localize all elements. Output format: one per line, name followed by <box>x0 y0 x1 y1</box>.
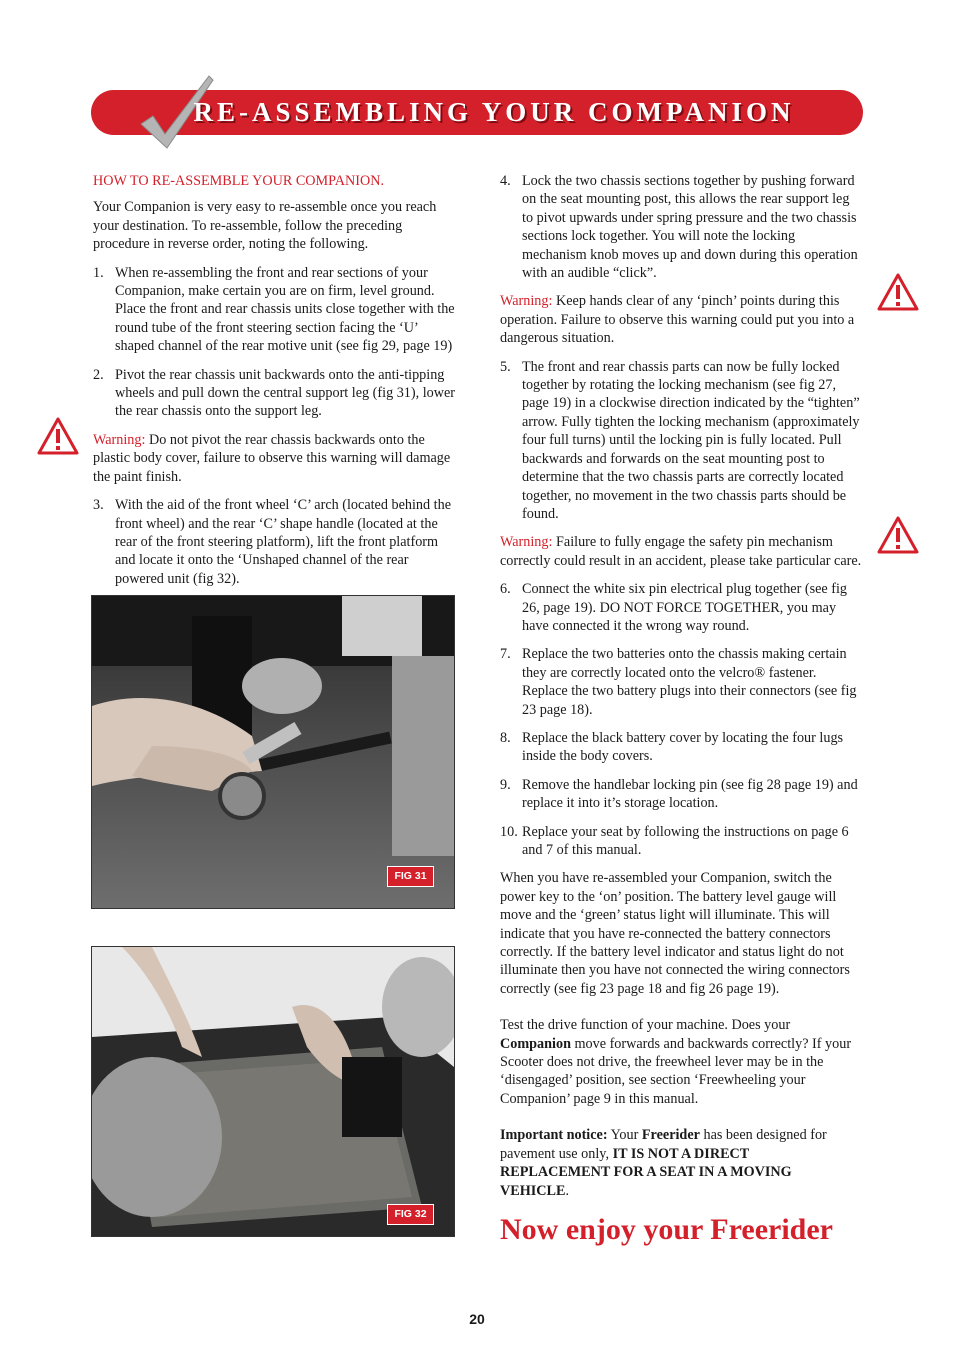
step-number: 3. <box>93 497 104 514</box>
step-number: 10. <box>500 823 518 840</box>
step-text: Replace the two batteries onto the chassis making certain they are correctly located onto the velcro® fastener. Replace the two battery plugs into their connectors (see fig 23 page 18). <box>522 646 857 718</box>
step-6 <box>500 580 862 635</box>
right-column <box>500 172 862 1210</box>
page-number: 20 <box>469 1311 485 1327</box>
photo-fig-31-image <box>92 596 454 908</box>
step-text: The front and rear chassis parts can now be fully locked together by rotating the locking mechanism (see fig 27, page 19) in a clockwise direction indicated by the “tighten” arrow. Fully tighten the locking mechanism (approximately four full turns) until the locking pin is fully located. Pull backwards and forwards on the seat mounting post to determine that the two chassis parts are correctly located together, no movement in the two chassis parts should be found. <box>522 358 860 522</box>
step-2 <box>93 366 455 421</box>
photo-fig-32 <box>91 946 455 1237</box>
warning-triangle-icon <box>876 272 920 312</box>
text-run: has been designed for pavement use only, <box>500 1127 827 1162</box>
step-text: Lock the two chassis sections together by pushing forward on the seat mounting post, this allows the rear support leg to pivot upwards under spring pressure and the two chassis sections lock together. You will note the locking mechanism knob moves up and down during this operation with an audible “click”. <box>522 173 858 282</box>
step-number: 9. <box>500 776 511 793</box>
step-number: 7. <box>500 646 511 663</box>
page-title: RE-ASSEMBLING YOUR COMPANION <box>193 97 795 127</box>
notice-label: Important notice: <box>500 1127 608 1144</box>
text-run-bold: Freerider <box>641 1127 700 1144</box>
test-drive-paragraph <box>500 1016 862 1108</box>
step-number: 2. <box>93 366 104 383</box>
step-10 <box>500 823 862 860</box>
left-column <box>93 172 455 598</box>
warning-1 <box>93 431 455 486</box>
step-number: 8. <box>500 729 511 746</box>
warning-label: Warning: <box>500 534 553 551</box>
text-run: Test the drive function of your machine. Does your <box>500 1017 791 1034</box>
step-8 <box>500 729 862 766</box>
closing-heading: Now enjoy your Freerider <box>500 1213 833 1246</box>
warning-3 <box>500 533 862 570</box>
step-number: 1. <box>93 264 104 281</box>
step-4 <box>500 172 862 282</box>
warning-triangle-icon <box>36 416 80 456</box>
step-number: 6. <box>500 581 511 598</box>
text-run: move forwards and backwards correctly? If your Scooter does not drive, the freewheel lever may be in the ‘disengaged’ position, see section ‘Freewheeling your Companion’ page 9 in this manual. <box>500 1035 852 1107</box>
reassembled-paragraph: When you have re-assembled your Companion, switch the power key to the ‘on’ position. The battery level gauge will move and the ‘green’ status light will illuminate. This will indicate that you have re-connected the battery connectors correctly. If the battery level indicator and status light do not illuminate then you have not connected the wiring connectors correctly (see fig 23 page 18 and fig 26 page 19). <box>500 870 850 997</box>
photo-fig-31 <box>91 595 455 909</box>
step-text: Pivot the rear chassis unit backwards onto the anti-tipping wheels and pull down the central support leg (fig 31), lower the rear chassis onto the support leg. <box>115 366 456 420</box>
step-text: Replace your seat by following the instructions on page 6 and 7 of this manual. <box>522 823 849 858</box>
step-9 <box>500 776 862 813</box>
text-run: Your <box>607 1127 642 1144</box>
section-heading: HOW TO RE-ASSEMBLE YOUR COMPANION. <box>93 173 385 189</box>
step-7 <box>500 645 862 719</box>
warning-label: Warning: <box>500 293 553 310</box>
step-number: 4. <box>500 173 511 189</box>
step-text: Connect the white six pin electrical plug together (see fig 26, page 19). DO NOT FORCE TOGETHER, you may have connected it the wrong way round. <box>522 581 848 634</box>
step-text: With the aid of the front wheel ‘C’ arch (located behind the front wheel) and the rear ‘C’ shape handle (located at the rear of the front steering platform), lift the front platform and locate it onto the ‘Unshaped channel of the rear powered unit (fig 32). <box>115 497 451 587</box>
photo-fig-32-image <box>92 947 454 1236</box>
warning-text: Failure to fully engage the safety pin mechanism correctly could result in an accident, please take particular care. <box>500 534 862 569</box>
text-run-bold: IT IS NOT A DIRECT REPLACEMENT FOR A SEAT IN A MOVING VEHICLE <box>500 1145 792 1199</box>
important-notice <box>500 1126 862 1200</box>
step-3 <box>93 496 455 588</box>
text-run-bold: Companion <box>500 1035 571 1052</box>
fig-32-label: FIG 32 <box>387 1204 434 1225</box>
step-5 <box>500 358 862 524</box>
intro-paragraph: Your Companion is very easy to re-assemble once you reach your destination. To re-assemble, follow the preceding procedure in reverse order, noting the following. <box>93 199 437 253</box>
step-text: Remove the handlebar locking pin (see fig 28 page 19) and replace it into it’s storage location. <box>522 776 858 812</box>
step-1 <box>93 264 455 356</box>
warning-label: Warning: <box>93 431 146 448</box>
step-text: When re-assembling the front and rear sections of your Companion, make certain you are on firm, level ground. Place the front and rear chassis units close together with the round tube of the front steering section facing the ‘U’ shaped channel of the rear motive unit (see fig 29, page 19) <box>115 264 455 355</box>
step-number: 5. <box>500 358 511 375</box>
warning-text: Do not pivot the rear chassis backwards onto the plastic body cover, failure to observe this warning will damage the paint finish. <box>93 431 451 485</box>
warning-text: Keep hands clear of any ‘pinch’ points during this operation. Failure to observe this warning could put you into a dangerous situation. <box>500 293 855 347</box>
warning-triangle-icon <box>876 515 920 555</box>
text-run: . <box>565 1182 569 1199</box>
warning-2 <box>500 292 862 347</box>
fig-31-label: FIG 31 <box>387 866 434 887</box>
step-text: Replace the black battery cover by locating the four lugs inside the body covers. <box>522 729 844 765</box>
